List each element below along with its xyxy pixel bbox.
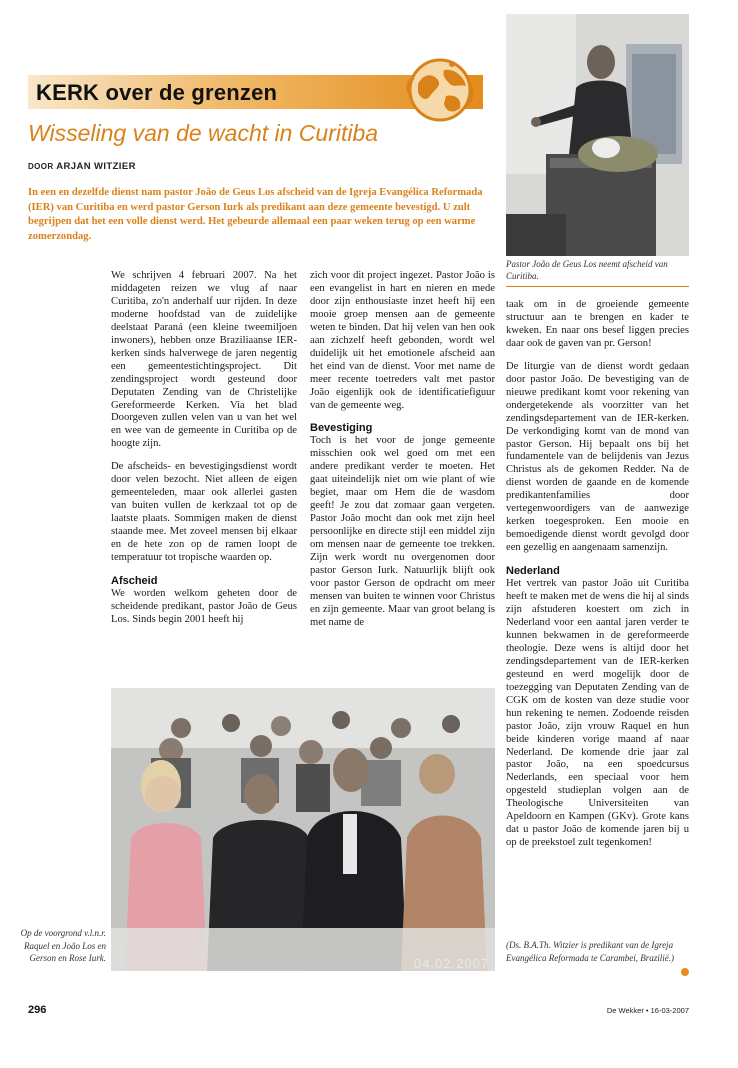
subheading-nederland: Nederland xyxy=(506,565,560,578)
byline-prefix: DOOR xyxy=(28,162,54,171)
top-photo-caption: Pastor João de Geus Los neemt afscheid van Curitiba. xyxy=(506,259,668,281)
section-title: KERK over de grenzen xyxy=(36,80,278,105)
column-1 xyxy=(111,270,297,637)
column-2 xyxy=(310,270,495,640)
byline-author: ARJAN WITZIER xyxy=(56,161,136,172)
subheading-bevestiging: Bevestiging xyxy=(310,422,373,435)
author-note: (Ds. B.A.Th. Witzier is predikant van de Igreja Evangélica Reformada te Carambeí, Brazilië.) xyxy=(506,940,674,963)
paragraph: Het vertrek van pastor João uit Curitiba heeft te maken met de wens die hij al sinds zijn afstuderen koestert om zich in Nederland voor een aantal jaren verder te kunnen bekwamen in de gereformeerde theologie. Deze wens is altijd door het zendingsdepartement van de IER-kerken gesteund en werd mogelijk door de toezegging van Deputaten Zending van de CGK om de kosten van deze studie voor hun rekening te nemen. Zodoende reisden pastor João, zijn vrouw Raquel en hun beide kinderen vorige maand af naar Nederland. De komende drie jaar zal pastor João, na een spoedcursus Nederlands, een speciaal voor hem opgesteld studieplan volgen aan de Theologische Universiteiten van Apeldoorn en Kampen (GKv). Grote kans dat u pastor João de komende jaren bij u op de preekstoel zult tegenkomen! xyxy=(506,578,689,849)
subheading-afscheid: Afscheid xyxy=(111,574,158,587)
paragraph: We worden welkom geheten door de scheidende predikant, pastor João de Geus Los. Sinds begin 2001 heeft hij xyxy=(111,587,297,625)
column-divider xyxy=(506,286,689,287)
paragraph: De afscheids- en bevestigingsdienst wordt door velen bezocht. Niet alleen de eigen gemeenteleden, maar ook allerlei gasten van buiten vullen de kerkzaal tot op de laatste plaats. Sommigen maken de dienst staande mee. Met zoveel mensen bij elkaar en de hete zon op de ramen loopt de temperatuur tot tropische waarden op. xyxy=(111,461,297,564)
publication-footer: De Wekker • 16-03-2007 xyxy=(606,1006,689,1015)
paragraph: We schrijven 4 februari 2007. Na het middageten reizen we vlug af naar Curitiba, zo'n anderhalf uur rijden. In deze moderne hoofdstad van de zuidelijke deelstaat Paraná (een kleine tweemiljoen inwoners), hebben onze Braziliaanse IER-kerken sinds halverwege de jaren negentig een gemeentestichtingsproject. Dit zendingsproject wordt gesteund door Deputaten Zending van de Christelijke Gereformeerde Kerken. Via het blad Doorgeven zullen velen van u van het wel en wee van de gemeente in Curitiba op de hoogte zijn. xyxy=(111,270,297,450)
byline xyxy=(28,161,136,172)
globe-logo-icon xyxy=(404,54,476,126)
lead-paragraph: In een en dezelfde dienst nam pastor João de Geus Los afscheid van de Igreja Evangélica Reformada (IER) van Curitiba en werd pastor Gerson Iurk als predikant aan deze gemeente bevestigd. U zult begrijpen dat het een volle dienst werd. Het gebeurde allemaal een paar weken terug op een warme zomerzondag. xyxy=(28,187,483,242)
article-title: Wisseling van de wacht in Curitiba xyxy=(28,120,379,146)
page-number: 296 xyxy=(28,1004,47,1016)
bottom-photo-caption: Op de voorgrond v.l.n.r. Raquel en João Los en Gerson en Rose Iurk. xyxy=(20,928,106,963)
paragraph: Toch is het voor de jonge gemeente misschien ook wel goed om met een andere predikant verder te moeten. Het gaat uiteindelijk niet om wie plant of wie begiet, maar om Hem die de wasdom geeft! Je zou dat zomaar gaan vergeten. Pastor João mocht dan ook met zijn heel persoonlijke en directe stijl een middel zijn om mensen naar de gemeente toe trekken. Zijn werk wordt nu overgenomen door pastor Gerson Iurk. Natuurlijk blijft ook voor pastor Gerson de opdracht om meer mensen van buiten te winnen voor Christus en zijn gemeente. Maar van groot belang is met name de xyxy=(310,435,495,628)
paragraph: taak om in de groeiende gemeente structuur aan te brengen en kader te kweken. En naar ons besef liggen precies daar ook de gaven van pr. Gerson! xyxy=(506,299,689,349)
paragraph: De liturgie van de dienst wordt gedaan door pastor João. De bevestiging van de nieuwe predikant komt voor rekening van ondergetekende als voorzitter van het zendingsdepartement van de IER-kerken. De verkondiging komt van de mond van pastor Gerson. Hij bepaalt ons bij het fundamentele van de belijdenis van Jezus Christus als de gekomen Redder. Na de dienst worden de gaande en de komende predikantenfamilies door vertegenwoordigers van de aanwezige kerken toegesproken. Een mooie en bemoedigende dienst wordt gevolgd door een gezellig en aangenaam samenzijn. xyxy=(506,360,689,554)
photo-date-stamp: 04.02.2007 xyxy=(414,956,490,971)
photo-congregation xyxy=(111,688,495,971)
column-3 xyxy=(506,299,689,860)
photo-pastor-preaching xyxy=(506,14,689,256)
paragraph: zich voor dit project ingezet. Pastor João is een evangelist in hart en nieren en mede door zijn enthousiaste inzet heeft hij een mooie groep mensen aan de gemeente weten te binden. Dat hij velen van hen ook aan zichzelf heeft gebonden, wordt wel duidelijk uit het emotionele afscheid aan het eind van de dienst. Voor met name de meer recente toetreders valt met pastor João eigenlijk ook de identificatiefiguur van de gemeente weg. xyxy=(310,270,495,411)
end-mark-icon xyxy=(681,968,689,976)
